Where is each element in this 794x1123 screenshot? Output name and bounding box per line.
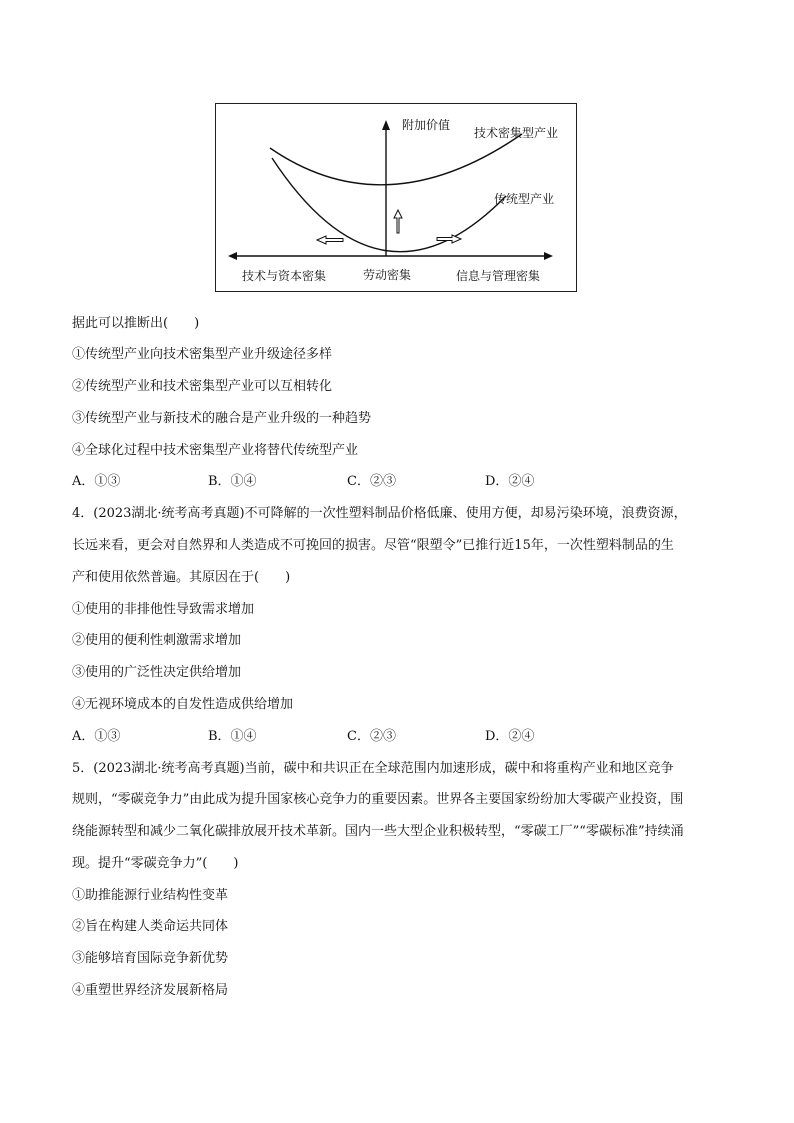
q5-item-4: ④重塑世界经济发展新格局: [72, 983, 229, 998]
x-right-label: 信息与管理密集: [456, 269, 541, 283]
q4-item-1: ①使用的非排他性导致需求增加: [72, 602, 255, 617]
q3-item-1: ①传统型产业向技术密集型产业升级途径多样: [72, 347, 333, 362]
q5-line-1: 5．(2023湖北·统考高考真题)当前，碳中和共识正在全球范围内加速形成，碳中和将重构产业和地区竞争: [72, 761, 674, 776]
up-arrow-icon: [394, 210, 402, 233]
tech-curve-label: 技术密集型产业: [474, 126, 559, 140]
q3-stem: 据此可以推断出( ): [72, 316, 200, 331]
q5-item-1: ①助推能源行业结构性变革: [72, 888, 229, 903]
q4-item-2: ②使用的便利性刺激需求增加: [72, 633, 242, 648]
tech-intensive-curve: [270, 134, 522, 185]
x-left-label: 技术与资本密集: [242, 269, 327, 283]
q4-line-3: 产和使用依然普遍。其原因在于( ): [72, 570, 291, 585]
left-arrow-icon: [317, 236, 343, 244]
q3-item-3: ③传统型产业与新技术的融合是产业升级的一种趋势: [72, 411, 372, 426]
q4-line-2: 长远来看，更会对自然界和人类造成不可挽回的损害。尽管“限塑令”已推行近15年，一次性塑料制品的生: [72, 538, 674, 553]
q3-option-d[interactable]: D．②④: [485, 474, 535, 489]
q4-option-b[interactable]: B．①④: [208, 729, 257, 744]
q5-line-2: 规则，“零碳竞争力”由此成为提升国家核心竞争力的重要因素。世界各主要国家纷纷加大零碳产业投资，围: [72, 792, 684, 807]
x-center-label: 劳动密集: [363, 268, 412, 282]
q3-item-2: ②传统型产业和技术密集型产业可以互相转化: [72, 379, 333, 394]
q4-option-d[interactable]: D．②④: [485, 729, 535, 744]
industry-value-chart: [215, 103, 577, 292]
x-axis-left-arrow: [228, 252, 237, 260]
traditional-curve-label: 传统型产业: [494, 192, 555, 206]
right-arrow-icon: [437, 235, 461, 243]
q5-item-2: ②旨在构建人类命运共同体: [72, 919, 229, 934]
q4-option-c[interactable]: C．②③: [347, 729, 396, 744]
traditional-curve: [272, 158, 506, 252]
q3-item-4: ④全球化过程中技术密集型产业将替代传统型产业: [72, 443, 359, 458]
q3-option-b[interactable]: B．①④: [208, 474, 257, 489]
q4-item-3: ③使用的广泛性决定供给增加: [72, 665, 242, 680]
q4-item-4: ④无视环境成本的自发性造成供给增加: [72, 697, 294, 712]
y-axis-arrow: [382, 120, 390, 130]
q4-option-a[interactable]: A．①③: [72, 729, 121, 744]
q5-line-3: 绕能源转型和减少二氧化碳排放展开技术革新。国内一些大型企业积极转型，“零碳工厂”“零碳标准”持续涌: [72, 824, 684, 839]
q3-option-c[interactable]: C．②③: [347, 474, 396, 489]
x-axis-right-arrow: [544, 252, 553, 260]
q3-option-a[interactable]: A．①③: [72, 474, 121, 489]
q5-line-4: 现。提升“零碳竞争力”( ): [72, 856, 239, 871]
q4-line-1: 4．(2023湖北·统考高考真题)不可降解的一次性塑料制品价格低廉、使用方便，却易污染环境，浪费资源，: [72, 506, 687, 521]
q5-item-3: ③能够培育国际竞争新优势: [72, 951, 229, 966]
y-axis-label: 附加价值: [402, 118, 451, 132]
